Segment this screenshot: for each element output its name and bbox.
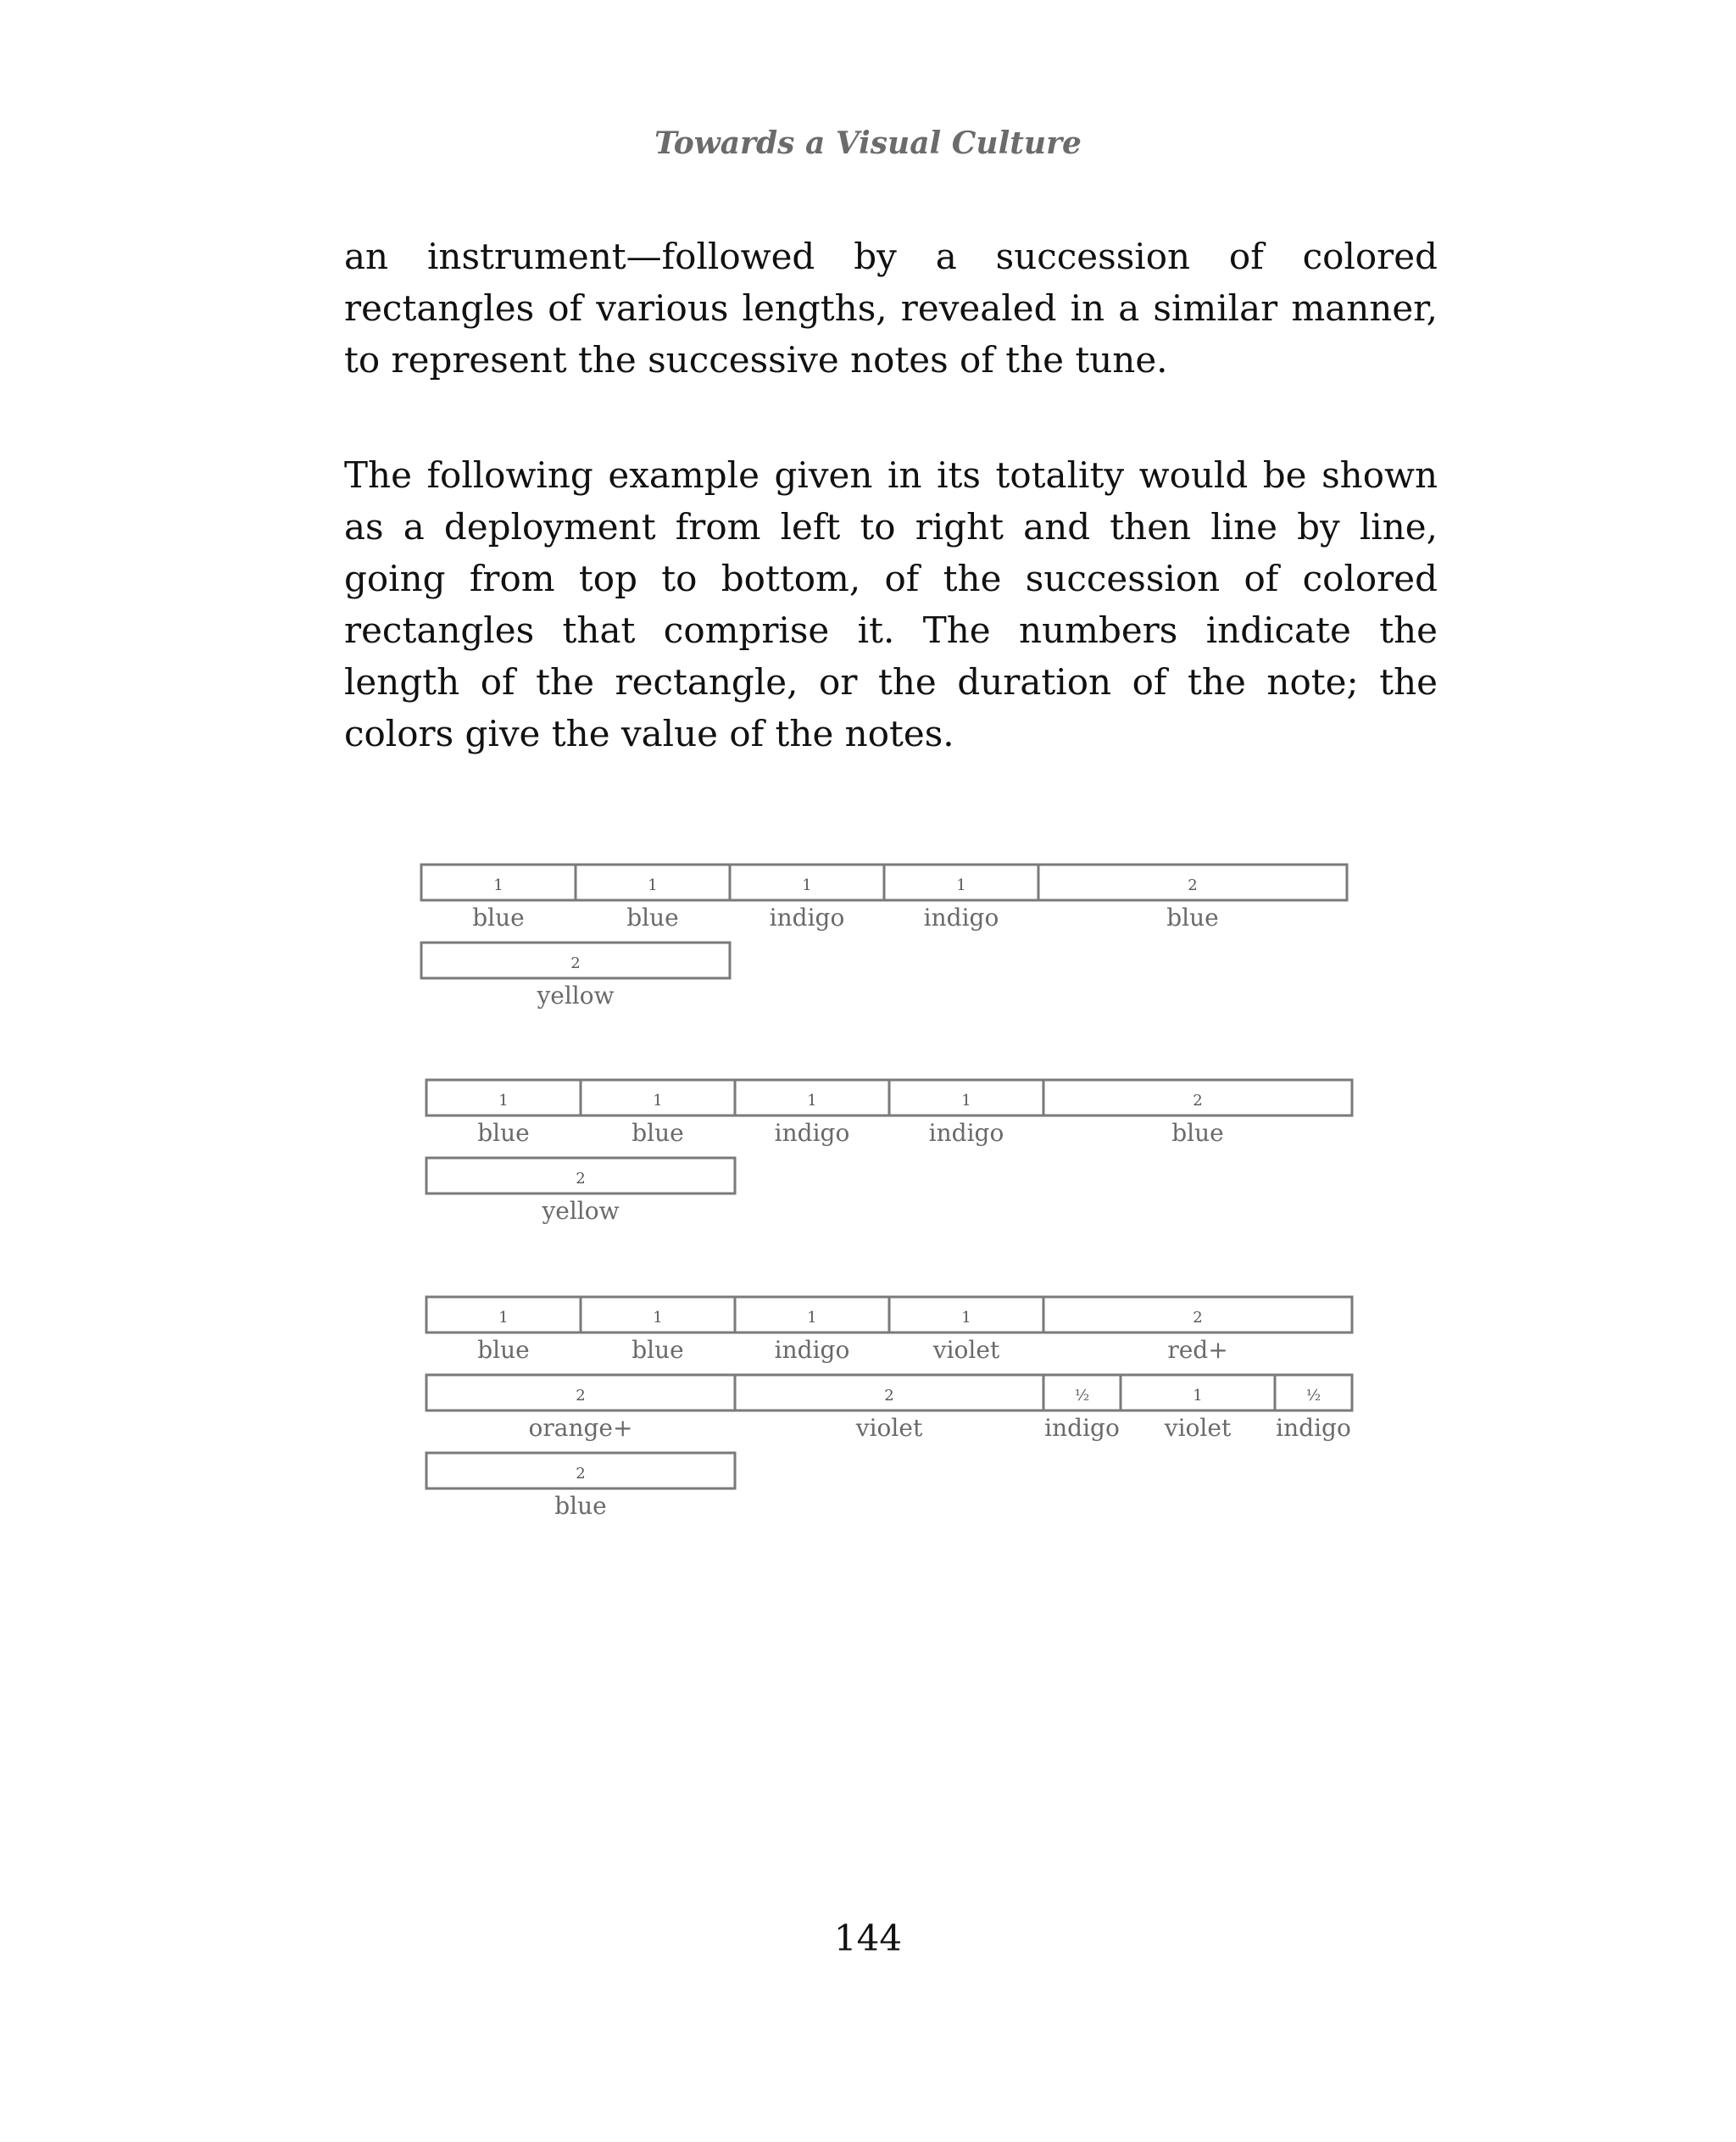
note-color-g2r0c2: indigo	[774, 1336, 850, 1364]
note-length-g0r0c0: 1	[493, 876, 504, 894]
note-length-g2r0c4: 2	[1193, 1309, 1203, 1327]
note-color-g2r2c0: blue	[554, 1492, 607, 1520]
note-color-g2r0c1: blue	[632, 1336, 684, 1364]
note-length-g0r0c3: 1	[956, 876, 966, 894]
note-length-g1r0c0: 1	[498, 1092, 509, 1110]
paragraph-1: an instrument—followed by a succession of colored rectangles of various lengths, revealed in a similar manner, to represent the successive notes of the tune.	[344, 236, 1438, 381]
note-length-g0r0c2: 1	[802, 876, 812, 894]
note-color-g1r0c2: indigo	[774, 1119, 850, 1147]
note-length-g2r1c0: 2	[576, 1387, 586, 1405]
note-color-g0r0c0: blue	[472, 904, 525, 932]
note-length-g2r1c3: 1	[1193, 1387, 1203, 1405]
note-length-g1r0c1: 1	[653, 1092, 663, 1110]
note-color-g1r0c1: blue	[632, 1119, 684, 1147]
note-length-g2r0c3: 1	[961, 1309, 971, 1327]
note-length-g0r0c4: 2	[1188, 876, 1198, 894]
note-length-g1r0c2: 1	[807, 1092, 817, 1110]
note-color-g2r1c3: violet	[1164, 1414, 1232, 1442]
note-color-g2r1c1: violet	[855, 1414, 923, 1442]
note-length-g0r1c0: 2	[570, 954, 581, 972]
note-color-g2r1c2: indigo	[1044, 1414, 1120, 1442]
note-color-g1r0c4: blue	[1171, 1119, 1224, 1147]
note-length-g1r0c3: 1	[961, 1092, 971, 1110]
note-length-g0r0c1: 1	[648, 876, 658, 894]
note-color-g0r0c2: indigo	[769, 904, 845, 932]
note-color-g0r0c1: blue	[626, 904, 679, 932]
note-color-g1r1c0: yellow	[542, 1197, 620, 1225]
running-header: Towards a Visual Culture	[654, 125, 1082, 161]
note-length-g2r2c0: 2	[576, 1465, 586, 1483]
note-color-g0r1c0: yellow	[537, 982, 615, 1010]
note-color-g2r0c4: red+	[1167, 1336, 1228, 1364]
note-length-g2r1c4: ½	[1305, 1387, 1321, 1405]
paragraph-2: The following example given in its totality would be shown as a deployment from left to right and then line by line, going from top to bottom, of the succession of colored rectangles that comprise it. The numbers indicate the length of the rectangle, or the duration of the note; the colors give the value of the notes.	[344, 454, 1438, 754]
note-color-g0r0c3: indigo	[923, 904, 999, 932]
note-length-g2r1c2: ½	[1074, 1387, 1090, 1405]
note-color-g1r0c0: blue	[477, 1119, 530, 1147]
note-length-g2r1c1: 2	[884, 1387, 894, 1405]
note-length-g2r0c2: 1	[807, 1309, 817, 1327]
note-color-g2r1c4: indigo	[1276, 1414, 1351, 1442]
note-color-g2r0c0: blue	[477, 1336, 530, 1364]
note-length-g2r0c1: 1	[653, 1309, 663, 1327]
note-color-g0r0c4: blue	[1166, 904, 1219, 932]
note-color-g2r1c0: orange+	[528, 1414, 633, 1442]
note-length-g1r1c0: 2	[576, 1170, 586, 1188]
note-color-g2r0c3: violet	[932, 1336, 1000, 1364]
page-number: 144	[833, 1917, 903, 1959]
note-length-g1r0c4: 2	[1193, 1092, 1203, 1110]
note-length-g2r0c0: 1	[498, 1309, 509, 1327]
note-color-g1r0c3: indigo	[928, 1119, 1004, 1147]
